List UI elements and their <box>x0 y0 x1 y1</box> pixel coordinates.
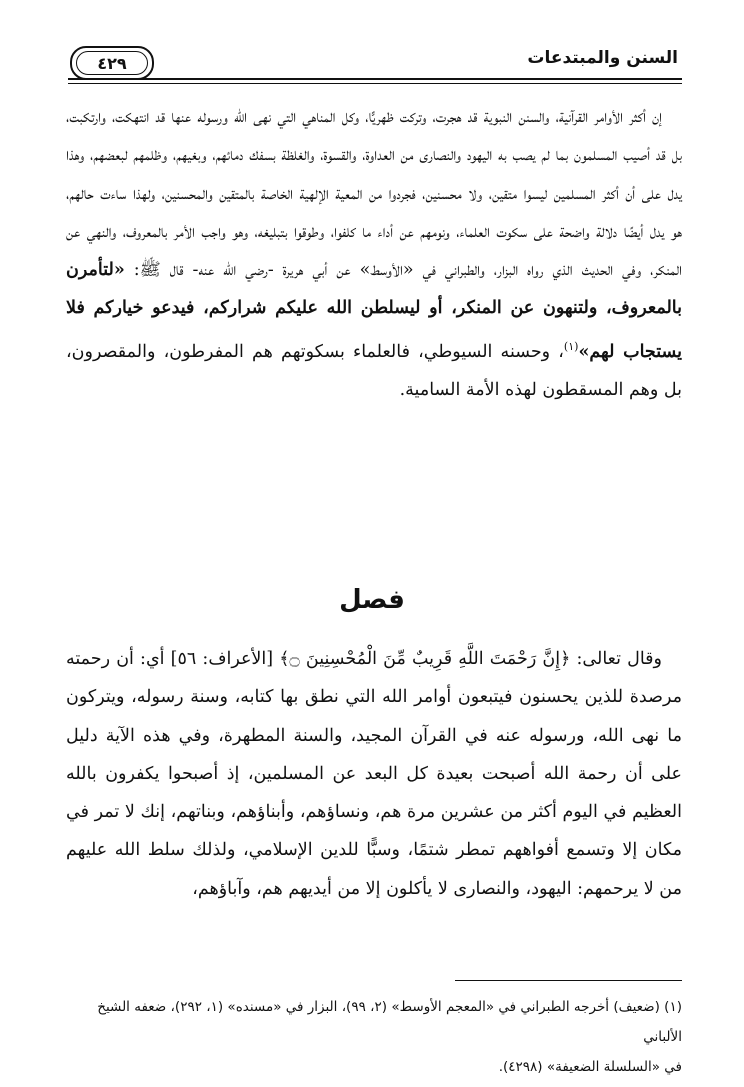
paragraph-2 <box>66 640 682 908</box>
paragraph-2-intro: وقال تعالى: <box>570 649 662 669</box>
verse-reference: [الأعراف: ٥٦] <box>164 649 280 669</box>
footnotes <box>66 992 682 1082</box>
paragraph-1-text: إن أكثر الأوامر القرآنية، والسنن النبوية قد هجرت، وتركت ظهريًّا، وكل المناهي التي نهى الله ورسوله عنها قد انتهكت، وارتكبت، بل قد أصيب المسلمون بما لم يصب به اليهود والنصارى من العداوة، والقسوة، والغلظة بسفك دمائهم، وبغيهم، وظلمهم لبعضهم، وهذا يدل على أن أكثر المسلمين ليسوا متقين، ولا محسنين، فجردوا من المعية الإلهية الخاصة بالمتقين والمحسنين، ولهذا ساءت حالهم، هو يدل أيضًا دلالة واضحة على سكوت العلماء، ونومهم عن أداء ما كلفوا، وطوقوا بتبليغه، وهو واجب الأمر بالمعروف، والنهي عن المنكر، وفي الحديث الذي رواه البزار، والطبراني في «الأوسط» عن أبي هريرة -رضي الله عنه- قال ﷺ: <box>66 107 682 281</box>
section-heading: فصل <box>339 585 405 615</box>
quran-verse: ﴿إِنَّ رَحْمَتَ اللَّهِ قَرِيبٌ مِّنَ الْمُحْسِنِينَ ۝﴾ <box>279 649 571 669</box>
paragraph-1-tail: ، وحسنه السيوطي، فالعلماء بسكوتهم هم المفرطون، والمقصرون، بل وهم المسقطون لهذه الأمة السامية. <box>66 341 682 400</box>
paragraph-2-text: أي: أن رحمته مرصدة للذين يحسنون فيتبعون أوامر الله التي نطق بها كتابه، وسنة رسوله، ويتركون ما نهى الله، ورسوله عنه في القرآن المجيد، والسنة المطهرة، وفي هذه الآية دليل على أن رحمة الله أصبحت بعيدة كل البعد عن المسلمين، إذ أصبحوا يكفرون بالله العظيم في اليوم أكثر من عشرين مرة هم، ونساؤهم، وأبناؤهم، وبناتهم، إنك لا تمر في مكان إلا وتسمع أفواههم تمطر شتمًا، وسبًّا للدين الإسلامي، ولذلك سلط الله عليهم من لا يرحمهم: اليهود، والنصارى لا يأكلون إلا من أيديهم هم، وآباؤهم، <box>66 649 682 899</box>
running-header <box>68 42 682 88</box>
running-title: السنن والمبتدعات <box>527 48 678 68</box>
footnote-line-2: في «السلسلة الضعيفة» (٤٢٩٨). <box>498 1059 682 1075</box>
page-number-badge <box>70 46 154 80</box>
hadith-quote: «لتأمرن بالمعروف، ولتنهون عن المنكر، أو ليسلطن الله عليكم شراركم، فيدعو خياركم فلا يستجاب لهم» <box>66 260 682 362</box>
header-rule <box>68 78 682 80</box>
footnote-marker[interactable]: (١) <box>563 339 579 353</box>
header-rule-thin <box>68 83 682 84</box>
paragraph-1 <box>66 98 682 409</box>
page-number: ٤٢٩ <box>76 51 148 75</box>
footnote-separator <box>455 980 682 981</box>
footnote-line-1: (١) (ضعيف) أخرجه الطبراني في «المعجم الأوسط» (٢، ٩٩)، البزار في «مسنده» (١، ٢٩٢)، ضعفه الشيخ الألباني <box>97 999 682 1045</box>
